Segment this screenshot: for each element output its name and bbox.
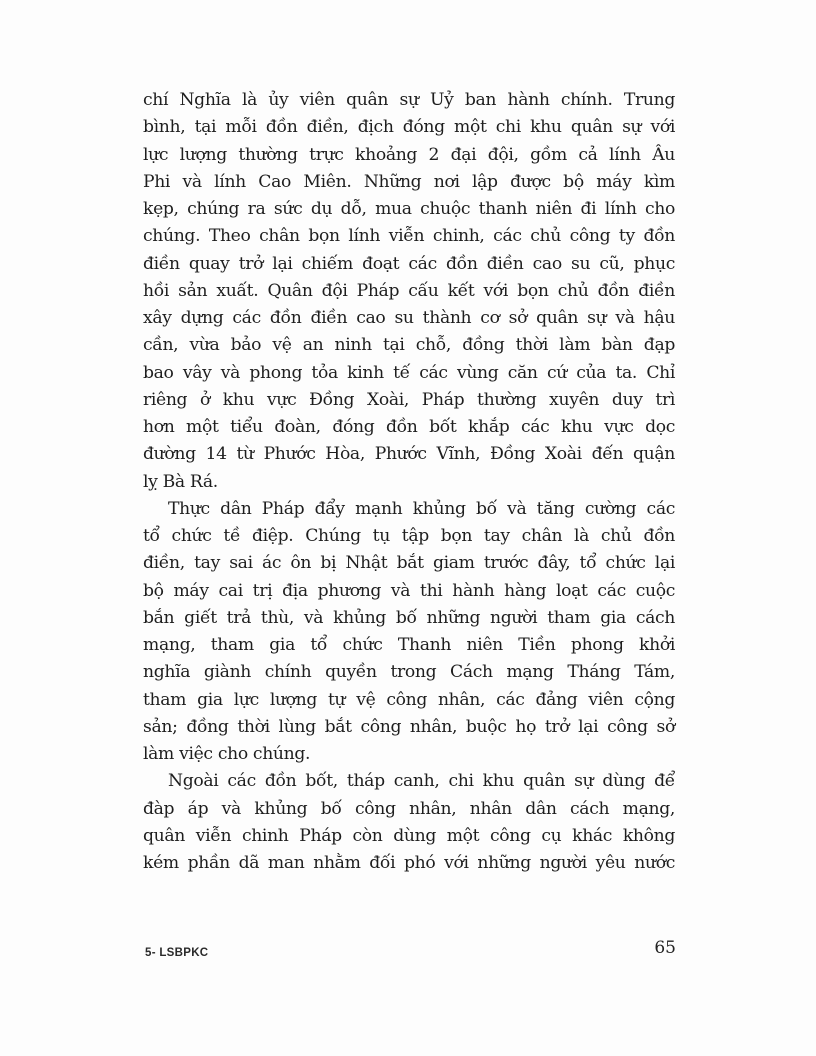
text-line: bộ máy cai trị địa phương và thi hành hàng loạt các cuộc [143, 580, 675, 601]
text-line: tổ chức tề điệp. Chúng tụ tập bọn tay chân là chủ đồn [143, 526, 675, 546]
text-line: kẹp, chúng ra sức dụ dỗ, mua chuộc thanh niên đi lính cho [143, 199, 675, 219]
text-line: Ngoài các đồn bốt, tháp canh, chi khu quân sự dùng để [168, 771, 675, 792]
text-line: riêng ở khu vực Đồng Xoài, Pháp thường xuyên duy trì [143, 389, 675, 410]
text-line: lỵ Bà Rá. [143, 471, 218, 492]
body-text [143, 87, 675, 877]
paragraph-2 [143, 496, 675, 769]
text-line: cần, vừa bảo vệ an ninh tại chỗ, đồng thời làm bàn đạp [143, 335, 675, 356]
text-line: đường 14 từ Phước Hòa, Phước Vĩnh, Đồng Xoài đến quận [143, 444, 675, 465]
text-line: quân viễn chinh Pháp còn dùng một công cụ khác không [143, 825, 675, 846]
text-line: sản; đồng thời lùng bắt công nhân, buộc họ trở lại công sở [143, 716, 675, 737]
text-line: làm việc cho chúng. [143, 744, 311, 764]
text-line: lực lượng thường trực khoảng 2 đại đội, gồm cả lính Âu [143, 144, 675, 165]
text-line: điền quay trở lại chiếm đoạt các đồn điền cao su cũ, phục [143, 253, 675, 274]
page-number: 65 [654, 938, 676, 958]
text-line: hơn một tiểu đoàn, đóng đồn bốt khắp các khu vực dọc [143, 417, 675, 437]
text-line: bình, tại mỗi đồn điền, địch đóng một chi khu quân sự với [143, 117, 675, 138]
text-line: Phi và lính Cao Miên. Những nơi lập được bộ máy kìm [143, 171, 675, 192]
text-line: mạng, tham gia tổ chức Thanh niên Tiền phong khởi [143, 635, 675, 655]
text-line: hồi sản xuất. Quân đội Pháp cấu kết với bọn chủ đồn điền [143, 280, 675, 301]
text-line: tham gia lực lượng tự vệ công nhân, các đảng viên cộng [143, 689, 675, 710]
text-line: bao vây và phong tỏa kinh tế các vùng căn cứ của ta. Chỉ [143, 362, 675, 383]
text-line: chí Nghĩa là ủy viên quân sự Uỷ ban hành chính. Trung [143, 90, 675, 110]
text-line: kém phần dã man nhằm đối phó với những người yêu nước [143, 853, 675, 873]
text-line: nghĩa giành chính quyền trong Cách mạng Tháng Tám, [143, 662, 675, 683]
text-line: đàp áp và khủng bố công nhân, nhân dân cách mạng, [143, 798, 675, 819]
paragraph-1 [143, 87, 675, 496]
text-line: xây dựng các đồn điền cao su thành cơ sở quân sự và hậu [143, 308, 675, 328]
text-line: điền, tay sai ác ôn bị Nhật bắt giam trước đây, tổ chức lại [143, 553, 675, 574]
text-line: bắn giết trả thù, và khủng bố những người tham gia cách [143, 607, 675, 628]
text-line: chúng. Theo chân bọn lính viễn chinh, các chủ công ty đồn [143, 226, 675, 247]
text-line: Thực dân Pháp đẩy mạnh khủng bố và tăng cường các [168, 498, 675, 519]
paragraph-3 [143, 768, 675, 877]
printer-signature: 5- LSBPKC [145, 947, 209, 959]
